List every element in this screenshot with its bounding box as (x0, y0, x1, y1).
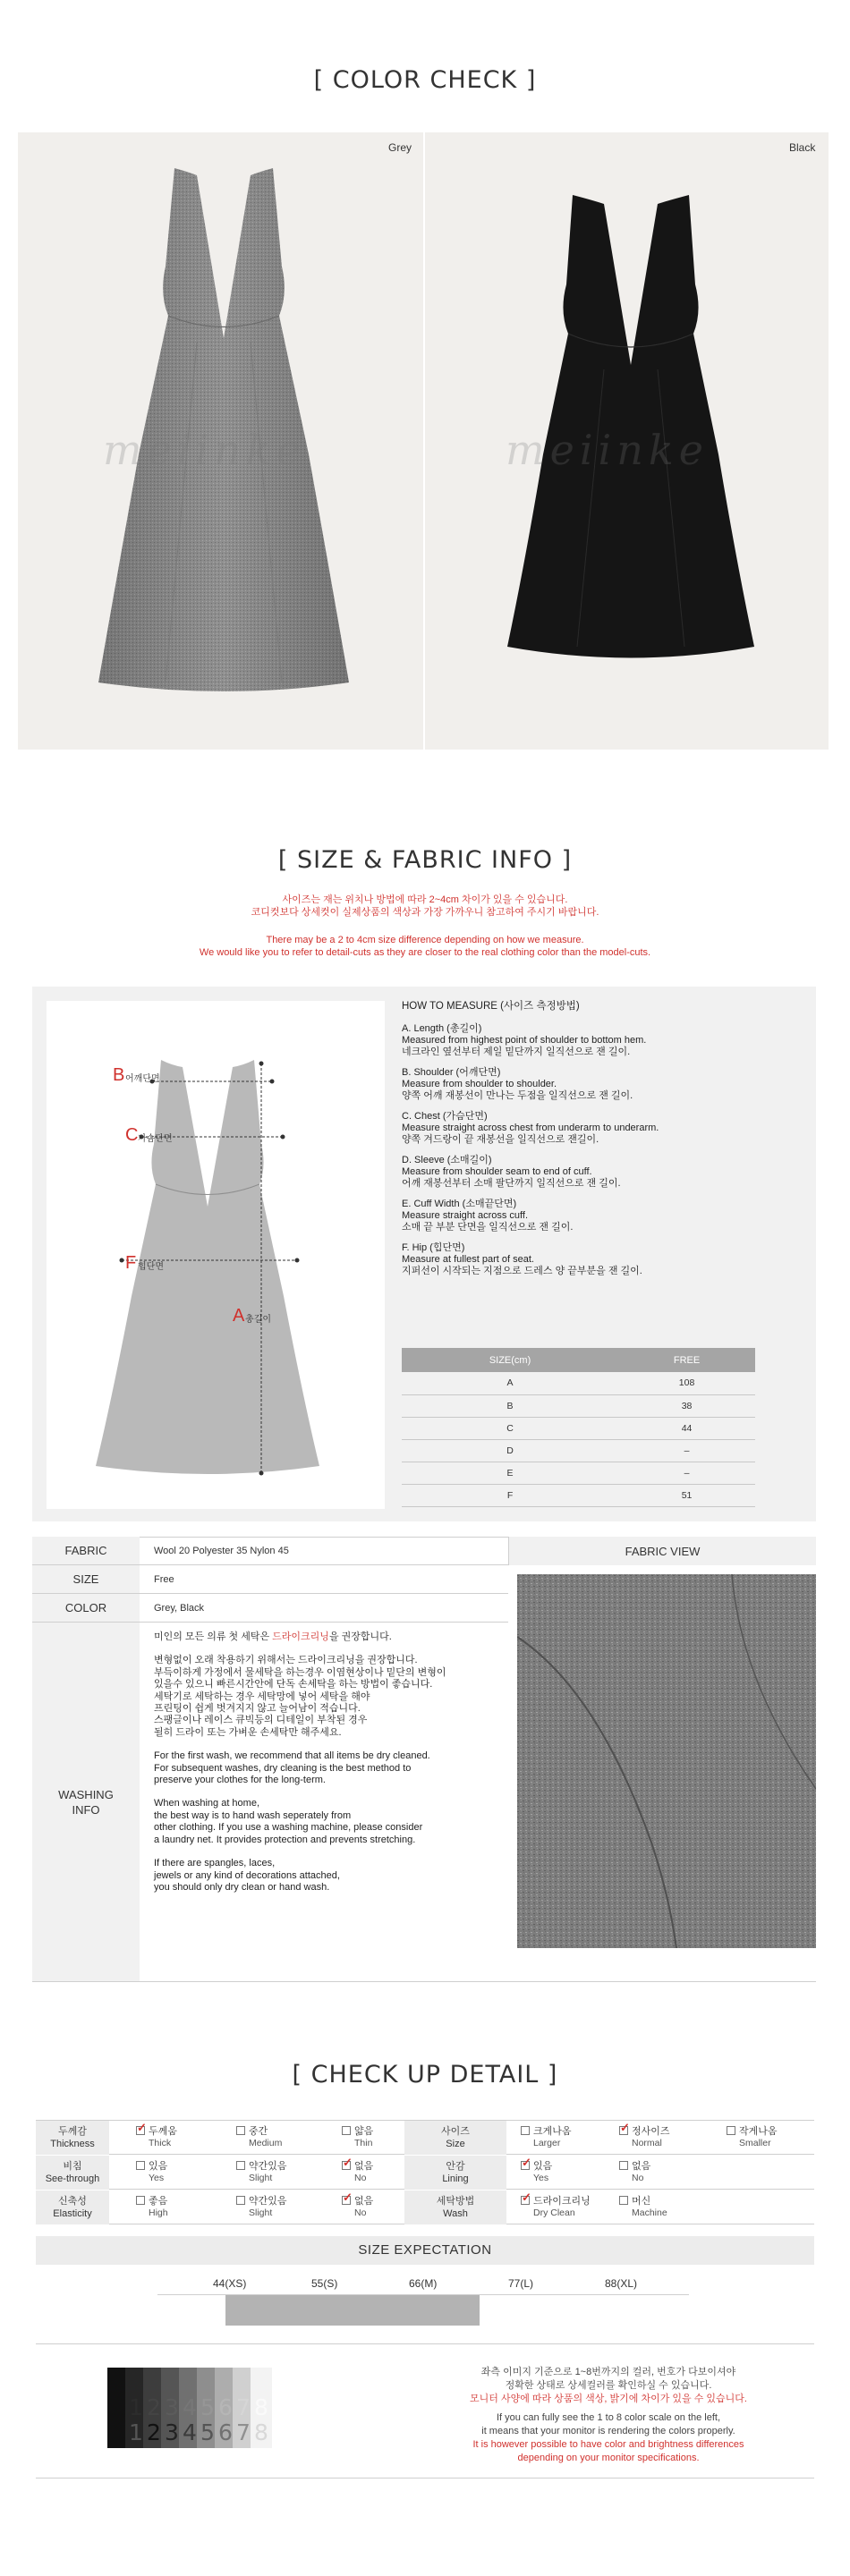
option-seethrough-yes: 있음 Yes (136, 2161, 167, 2184)
label-a-letter: A (233, 1306, 245, 1326)
option-medium: 중간 Medium (236, 2126, 282, 2149)
measure-item-cuff: E. Cuff Width (소매끝단면) Measure straight across cuff. 소매 끝 부분 단면을 일직선으로 잰 길이. (402, 1199, 574, 1233)
scale-number-8-dim: 8 (254, 2419, 268, 2445)
label-a-text: 총길이 (245, 1315, 271, 1325)
color-label-grey: Grey (388, 141, 412, 154)
checkbox (236, 2196, 245, 2205)
wash-first-note: 미인의 모든 의류 첫 세탁은 드라이크리닝을 권장합니다. (154, 1631, 392, 1642)
size-row (32, 1565, 508, 1594)
checkbox (727, 2126, 735, 2135)
measure-item-chest: C. Chest (가슴단면) Measure straight across chest from underarm to underarm. 양쪽 겨드랑이 끝 재봉선을 일직선으로 잰길이. (402, 1111, 659, 1145)
option-lining-no: 없음 No (619, 2161, 650, 2184)
fabric-info-table (32, 1537, 816, 1982)
measure-panel (32, 987, 816, 1521)
monitor-ko-3: 모니터 사양에 따라 상품의 색상, 밝기에 차이가 있을 수 있습니다. (470, 2394, 747, 2404)
gray-swatch-0 (107, 2368, 125, 2448)
size-expectation-title: SIZE EXPECTATION (36, 2236, 814, 2265)
scale-number-1-dim: 1 (129, 2419, 143, 2445)
scale-number-5: 5 (200, 2394, 215, 2420)
option-dry-clean: ✓드라이크리닝 Dry Clean (521, 2196, 591, 2219)
see-through-label: 비침 See-through (36, 2156, 109, 2190)
wash-ko-text: 변형없이 오래 착용하기 위해서는 드라이크리닝을 권장합니다. 부득이하게 가정에서 물세탁을 하는경우 이염현상이나 밑단의 변형이 있을수 있으니 빠른시간안에 단독 손세탁을 하는 방법이 좋습니다. 세탁기로 세탁하는 경우 세탁망에 넣어 세탁을 해야 프린팅이 쉽게 벗겨지지 않고 늘어남이 적습니다. 스팽글이나 레이스 큐빅등의 디테일이 부착된 경우 될히 드라이 또는 가벼운 손세탁만 해주세요. (154, 1655, 446, 1738)
color-check-title: [ COLOR CHECK ] (313, 66, 537, 94)
size-label-m: 66(M) (409, 2277, 438, 2290)
how-to-measure-heading: HOW TO MEASURE (사이즈 측정방법) (402, 1001, 580, 1012)
free-col-header: FREE (618, 1348, 755, 1372)
wash-en-text-3: If there are spangles, laces, jewels or any kind of decorations attached, you should only dry clean or hand wash. (154, 1858, 340, 1893)
table-row: F 51 (402, 1484, 755, 1506)
label-b-letter: B (113, 1065, 125, 1085)
dress-silhouette (82, 1055, 369, 1502)
option-seethrough-slight: 약간있음 Slight (236, 2161, 287, 2184)
monitor-en-4: depending on your monitor specifications. (517, 2453, 700, 2463)
checkbox (136, 2161, 145, 2170)
wash-en-text-2: When washing at home, the best way is to hand wash seperately from other clothing. If you use a washing machine, please consider a laundry net. It provides protection and prevents stretching. (154, 1798, 423, 1845)
option-lining-yes: ✓있음 Yes (521, 2161, 552, 2184)
checkbox-checked (136, 2126, 145, 2135)
monitor-notice (421, 2366, 796, 2465)
color-check-panel (18, 132, 829, 750)
size-label-xs: 44(XS) (213, 2277, 247, 2290)
measure-item-shoulder: B. Shoulder (어깨단면) Measure from shoulder to shoulder. 양쪽 어깨 재봉선이 만나는 두점을 일직선으로 잰 길이. (402, 1067, 633, 1101)
option-thin: 얇음 Thin (342, 2126, 373, 2149)
panel-divider (423, 132, 425, 750)
fabric-row (32, 1537, 508, 1565)
option-thick: ✓두께움 Thick (136, 2126, 177, 2149)
scale-number-7-dim: 7 (236, 2419, 251, 2445)
table-row: B 38 (402, 1394, 755, 1417)
option-normal: ✓정사이즈 Normal (619, 2126, 670, 2149)
watermark-grey: meiinke (103, 426, 306, 474)
color-value: Grey, Black (154, 1603, 205, 1614)
thickness-label: 두께감 Thickness (36, 2121, 109, 2155)
checkbox-checked (521, 2161, 530, 2170)
option-elasticity-high: 좋음 High (136, 2196, 168, 2219)
check-row-seethrough-lining (36, 2156, 814, 2190)
how-to-measure (402, 1001, 786, 1286)
size-col-header: SIZE(cm) (402, 1348, 618, 1372)
option-machine: 머신 Machine (619, 2196, 667, 2219)
washing-instructions (154, 1631, 503, 1905)
scale-number-8: 8 (254, 2394, 268, 2420)
label-f-text: 힙단면 (138, 1262, 164, 1272)
fabric-closeup-image (517, 1574, 816, 1948)
checkbox (342, 2126, 351, 2135)
table-row: C 44 (402, 1417, 755, 1439)
checkbox (619, 2161, 628, 2170)
checkbox-checked (342, 2161, 351, 2170)
checkbox-checked (342, 2196, 351, 2205)
size-fabric-title: [ SIZE & FABRIC INFO ] (277, 846, 573, 874)
scale-number-3: 3 (165, 2394, 179, 2420)
check-up-title: [ CHECK UP DETAIL ] (292, 2061, 558, 2089)
wash-method-label: 세탁방법 Wash (404, 2190, 506, 2224)
scale-number-5-dim: 5 (200, 2419, 215, 2445)
check-row-elasticity-wash (36, 2190, 814, 2224)
option-smaller: 작게나옴 Smaller (727, 2126, 778, 2149)
monitor-ko-1: 좌측 이미지 기준으로 1~8번까지의 컬러, 번호가 다보이셔야 (480, 2367, 736, 2377)
size-label-xl: 88(XL) (605, 2277, 638, 2290)
scale-number-4: 4 (183, 2394, 197, 2420)
checkbox (619, 2196, 628, 2205)
measure-item-sleeve: D. Sleeve (소매길이) Measure from shoulder seam to end of cuff. 어깨 재봉선부터 소매 팔단까지 일직선으로 잰 길이. (402, 1155, 621, 1189)
fabric-view-label: FABRIC VIEW (508, 1537, 816, 1565)
wash-en-text-1: For the first wash, we recommend that all items be dry cleaned. For subsequent washes, dry cleaning is the best method to preserve your clothes for the long-term. (154, 1750, 430, 1786)
checkbox-checked (619, 2126, 628, 2135)
checkbox-checked (521, 2196, 530, 2205)
notice-en-1: There may be a 2 to 4cm size difference depending on how we measure. (266, 935, 584, 945)
washing-label: WASHING INFO (32, 1623, 140, 1981)
measure-item-length: A. Length (총길이) Measured from highest point of shoulder to bottom hem. 네크라인 옆선부터 제일 밑단까지 일직선으로 잰 길이. (402, 1023, 647, 1057)
size-value: Free (154, 1574, 174, 1585)
notice-ko-1: 사이즈는 재는 위치나 방법에 따라 2~4cm 차이가 있을 수 있습니다. (282, 894, 568, 905)
checkbox (236, 2161, 245, 2170)
scale-number-7: 7 (236, 2394, 251, 2420)
check-row-thickness-size (36, 2121, 814, 2155)
notice-ko-2: 코디컷보다 상세컷이 실제상품의 색상과 가장 가까우니 참고하여 주시기 바랍니다. (251, 907, 599, 918)
size-fit-label: 사이즈 Size (404, 2121, 506, 2155)
monitor-en-1: If you can fully see the 1 to 8 color scale on the left, (496, 2412, 721, 2423)
measure-item-hip: F. Hip (힙단면) Measure at fullest part of seat. 지퍼선이 시작되는 지점으로 드레스 양 끝부분을 잰 길이. (402, 1242, 642, 1276)
monitor-ko-2: 정확한 상태로 상세컬러를 확인하실 수 있습니다. (505, 2380, 712, 2391)
color-row (32, 1594, 508, 1623)
color-label: COLOR (32, 1594, 140, 1622)
label-f-letter: F (125, 1253, 137, 1273)
scale-number-4-dim: 4 (183, 2419, 197, 2445)
lining-label: 안감 Lining (404, 2156, 506, 2190)
monitor-en-2: it means that your monitor is rendering the colors properly. (481, 2426, 735, 2436)
monitor-en-3: It is however possible to have color and brightness differences (472, 2439, 744, 2450)
size-label-l: 77(L) (508, 2277, 534, 2290)
label-b-text: 어깨단면 (125, 1074, 160, 1084)
scale-number-1: 1 (129, 2394, 143, 2420)
size-fit-range-bar (225, 2295, 480, 2326)
label-c-text: 가슴단면 (138, 1134, 173, 1144)
watermark-black: meiinke (506, 426, 709, 474)
scale-number-3-dim: 3 (165, 2419, 179, 2445)
scale-number-2: 2 (147, 2394, 161, 2420)
fabric-label: FABRIC (32, 1537, 140, 1564)
checkbox (236, 2126, 245, 2135)
label-c-letter: C (125, 1125, 139, 1145)
scale-number-6-dim: 6 (218, 2419, 233, 2445)
size-label-s: 55(S) (311, 2277, 338, 2290)
measure-diagram (47, 1001, 385, 1509)
option-elasticity-no: ✓없음 No (342, 2196, 373, 2219)
option-seethrough-no: ✓없음 No (342, 2161, 373, 2184)
checkbox (136, 2196, 145, 2205)
scale-number-6: 6 (218, 2394, 233, 2420)
fabric-value: Wool 20 Polyester 35 Nylon 45 (154, 1546, 289, 1556)
option-elasticity-slight: 약간있음 Slight (236, 2196, 287, 2219)
notice-en-2: We would like you to refer to detail-cuts as they are closer to the real clothing color than the model-cuts. (199, 947, 651, 958)
color-label-black: Black (789, 141, 816, 154)
washing-row (32, 1623, 508, 1982)
table-row: D – (402, 1439, 755, 1462)
option-larger: 크게나옴 Larger (521, 2126, 572, 2149)
size-label: SIZE (32, 1565, 140, 1593)
elasticity-label: 신축성 Elasticity (36, 2190, 109, 2224)
size-table (402, 1348, 755, 1507)
checkbox (521, 2126, 530, 2135)
table-row: E – (402, 1462, 755, 1484)
scale-number-2-dim: 2 (147, 2419, 161, 2445)
table-row: A 108 (402, 1372, 755, 1394)
